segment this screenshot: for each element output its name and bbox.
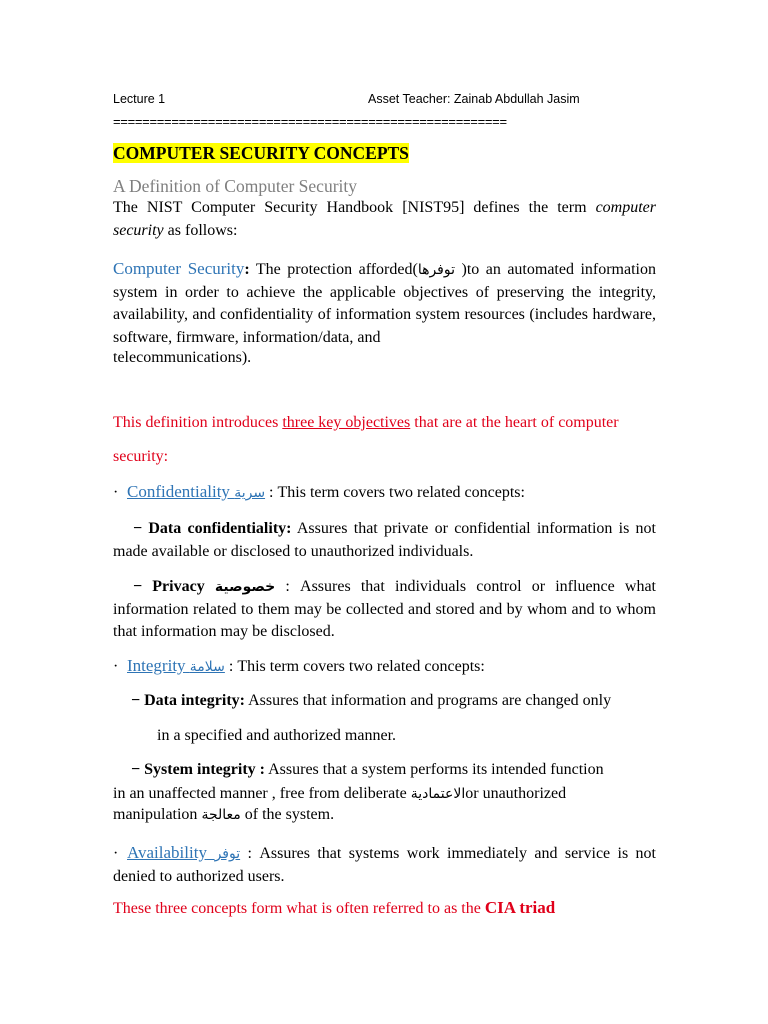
intro-term: computer security <box>113 199 656 239</box>
system-integrity-arabic-2: معالجة <box>201 807 241 823</box>
confidentiality-term-text: Confidentiality <box>127 482 230 501</box>
integrity-arabic: سلامة <box>189 659 225 675</box>
lecture-label: Lecture 1 <box>113 92 166 106</box>
data-integrity-text: Assures that information and programs are changed only <box>244 692 612 709</box>
bullet: · <box>113 658 119 675</box>
system-integrity-text-2b: or unauthorized <box>465 785 567 802</box>
cia-line <box>113 898 555 918</box>
definition-last-line: telecommunications). <box>113 349 252 366</box>
objectives-text-end: that are at the heart of computer <box>410 414 619 431</box>
integrity-item <box>113 656 485 676</box>
data-confidentiality-label: − Data confidentiality: <box>133 520 292 537</box>
confidentiality-rest: : This term covers two related concepts: <box>265 484 525 501</box>
system-integrity-text-3b: of the system. <box>240 806 335 823</box>
objectives-underlined: three key objectives <box>282 414 411 431</box>
system-integrity-label: − System integrity : <box>131 761 265 778</box>
privacy-paragraph <box>113 576 656 644</box>
cia-text: These three concepts form what is often referred to as the <box>113 900 485 917</box>
privacy-text: : Assures that individuals control or influence what information related to them may be collected and stored and by whom and to whom that information may be disclosed. <box>113 578 656 640</box>
system-integrity-text: Assures that a system performs its intended function <box>264 761 604 778</box>
confidentiality-term <box>127 482 265 501</box>
availability-term-text: Availability <box>127 843 207 862</box>
confidentiality-item <box>113 482 525 502</box>
data-integrity-label: − Data integrity: <box>131 692 245 709</box>
definition-paragraph <box>113 258 656 349</box>
definition-colon: : <box>244 261 250 278</box>
privacy-arabic: خصوصية <box>214 579 276 595</box>
separator-rule: ====================================================== <box>113 114 507 129</box>
integrity-term-text: Integrity <box>127 656 186 675</box>
system-integrity-line2 <box>113 785 566 803</box>
intro-paragraph <box>113 197 656 242</box>
bullet: · <box>113 845 119 862</box>
intro-text: The NIST Computer Security Handbook [NIST95] defines the term <box>113 199 596 216</box>
availability-paragraph <box>113 842 656 888</box>
availability-arabic: توفر <box>214 846 241 862</box>
definition-text-1: The protection afforded( <box>249 261 418 278</box>
section-heading: A Definition of Computer Security <box>113 176 357 196</box>
system-integrity-text-2a: in an unaffected manner , free from deliberate <box>113 785 411 802</box>
objectives-line2: security: <box>113 448 169 465</box>
objectives-intro <box>113 414 619 432</box>
privacy-label: − Privacy <box>133 578 205 595</box>
system-integrity-line <box>131 761 604 779</box>
confidentiality-arabic: سرية <box>234 485 266 501</box>
data-integrity-line2: in a specified and authorized manner. <box>157 727 397 744</box>
integrity-term <box>127 656 225 675</box>
integrity-rest: : This term covers two related concepts: <box>224 658 485 675</box>
cia-triad-label: CIA triad <box>484 898 556 917</box>
data-confidentiality-text: Assures that private or confidential information is not made available or disclosed to unauthorized individuals. <box>113 520 657 560</box>
teacher-label: Asset Teacher: Zainab Abdullah Jasim <box>368 92 580 106</box>
data-confidentiality-paragraph <box>113 518 656 563</box>
objectives-text: This definition introduces <box>113 414 283 431</box>
data-integrity-line <box>131 692 611 710</box>
definition-text-2: )to an automated information system in order to achieve the applicable objectives of preserving the integrity, availability, and confidentiality of information system resources (includes hardware, software, firmware, information/data, and <box>113 261 656 346</box>
page-title <box>113 143 409 164</box>
definition-arabic: توفرها <box>417 262 456 278</box>
system-integrity-text-3a: manipulation <box>113 806 202 823</box>
bullet: · <box>113 484 119 501</box>
intro-text-end: as follows: <box>163 221 238 239</box>
system-integrity-arabic-1: الاعتمادية <box>410 786 466 802</box>
system-integrity-line3 <box>113 806 334 824</box>
availability-term <box>127 843 240 862</box>
title-text: COMPUTER SECURITY CONCEPTS <box>113 143 409 163</box>
availability-rest: : Assures that systems work immediately and service is not denied to authorized users. <box>113 845 657 885</box>
definition-term: Computer Security <box>113 259 245 278</box>
